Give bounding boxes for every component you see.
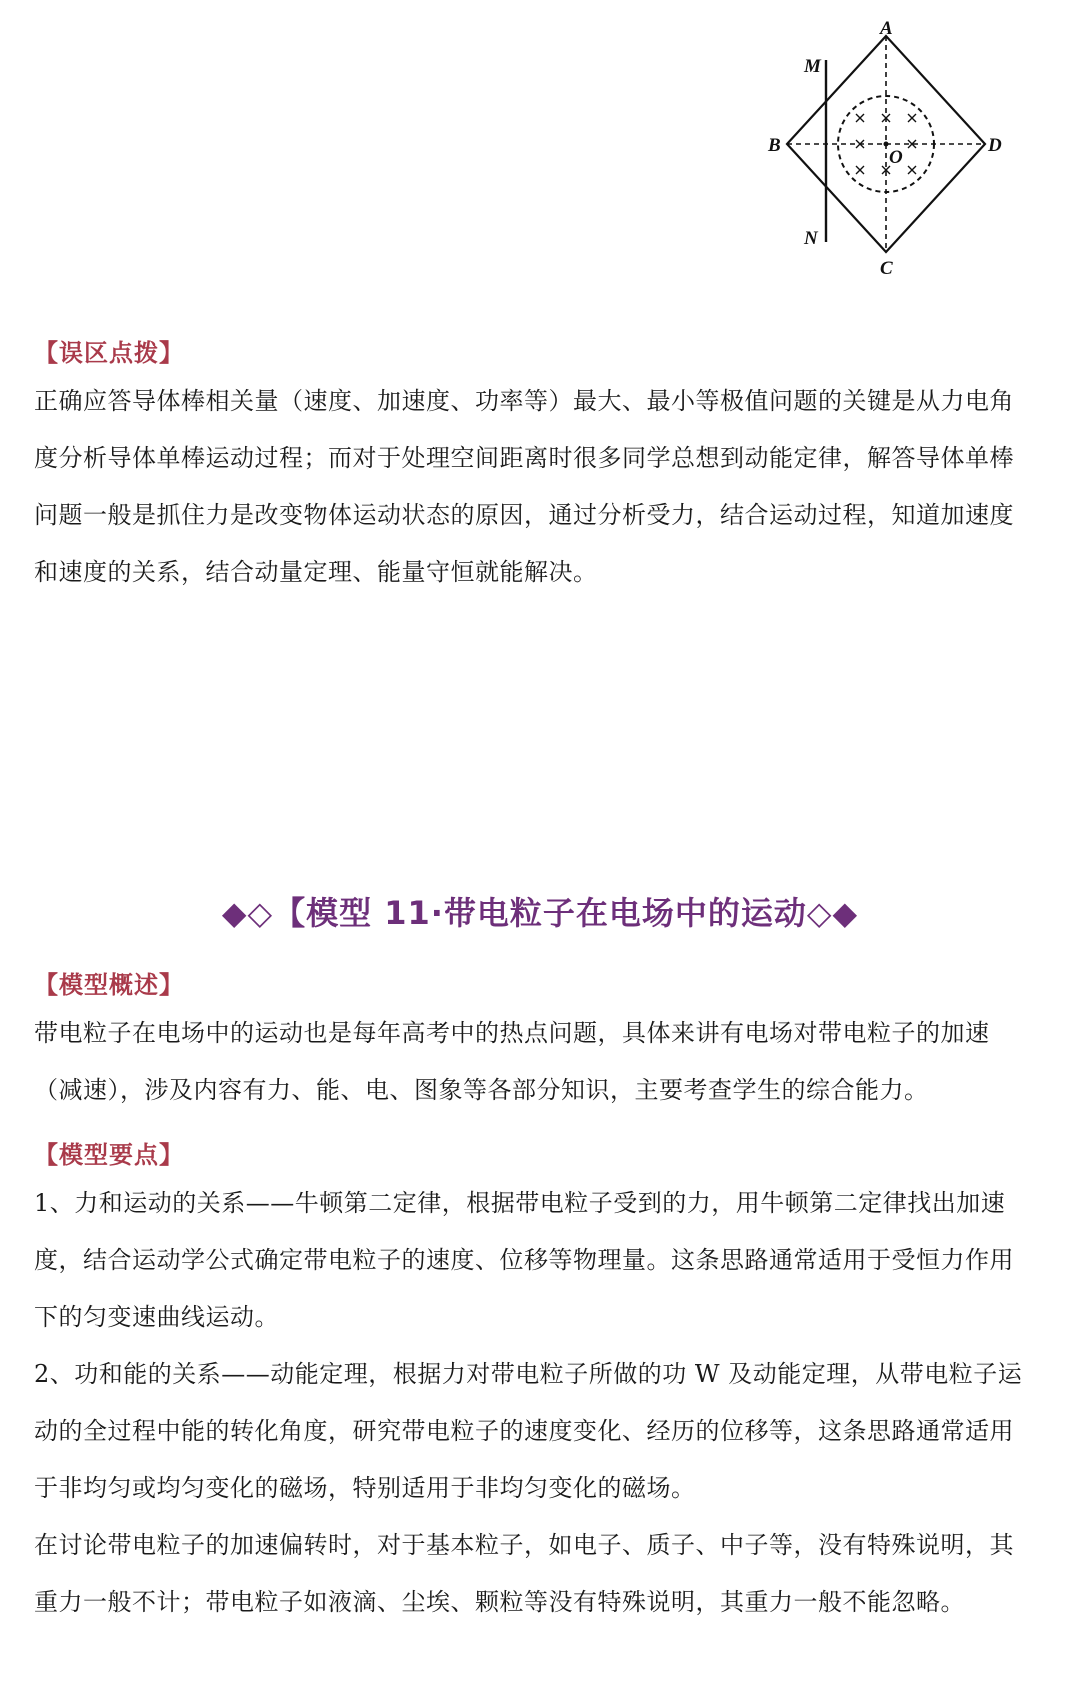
- misconception-paragraph: [34, 373, 1044, 601]
- points-paragraph: [34, 1175, 1044, 1631]
- points-line: 2、功和能的关系——动能定理，根据力对带电粒子所做的功 W 及动能定理，从带电粒子运: [34, 1360, 1023, 1388]
- misconception-line: 正确应答导体棒相关量（速度、加速度、功率等）最大、最小等极值问题的关键是从力电角: [34, 387, 1014, 415]
- label-a: A: [880, 20, 893, 39]
- overview-line: 带电粒子在电场中的运动也是每年高考中的热点问题，具体来讲有电场对带电粒子的加速: [34, 1019, 990, 1047]
- label-o: O: [889, 147, 903, 168]
- points-line: 于非均匀或均匀变化的磁场，特别适用于非均匀变化的磁场。: [34, 1474, 696, 1502]
- points-line: 度，结合运动学公式确定带电粒子的速度、位移等物理量。这条思路通常适用于受恒力作用: [34, 1246, 1014, 1274]
- misconception-heading: 【误区点拨】: [34, 339, 184, 367]
- overview-heading: 【模型概述】: [34, 971, 184, 999]
- misconception-line: 和速度的关系，结合动量定理、能量守恒就能解决。: [34, 558, 598, 586]
- label-d: D: [988, 135, 1002, 156]
- square-circle-field-figure: [748, 20, 1038, 300]
- label-c: C: [880, 258, 893, 279]
- points-line: 1、力和运动的关系——牛顿第二定律，根据带电粒子受到的力，用牛顿第二定律找出加速: [34, 1189, 1006, 1217]
- points-heading: 【模型要点】: [34, 1141, 184, 1169]
- overview-line: （减速），涉及内容有力、能、电、图象等各部分知识，主要考查学生的综合能力。: [34, 1076, 929, 1104]
- points-line: 下的匀变速曲线运动。: [34, 1303, 279, 1331]
- points-line: 动的全过程中能的转化角度，研究带电粒子的速度变化、经历的位移等，这条思路通常适用: [34, 1417, 1014, 1445]
- center-point: [884, 142, 889, 147]
- misconception-line: 度分析导体单棒运动过程；而对于处理空间距离时很多同学总想到动能定律，解答导体单棒: [34, 444, 1014, 472]
- misconception-line: 问题一般是抓住力是改变物体运动状态的原因，通过分析受力，结合运动过程，知道加速度: [34, 501, 1014, 529]
- points-line: 重力一般不计；带电粒子如液滴、尘埃、颗粒等没有特殊说明，其重力一般不能忽略。: [34, 1588, 965, 1616]
- label-m: M: [804, 56, 821, 77]
- label-b: B: [768, 135, 781, 156]
- overview-paragraph: [34, 1005, 1044, 1119]
- model-title: ◆◇【模型 11·带电粒子在电场中的运动◇◆: [221, 894, 859, 932]
- label-n: N: [804, 228, 818, 249]
- points-line: 在讨论带电粒子的加速偏转时，对于基本粒子，如电子、质子、中子等，没有特殊说明，其: [34, 1531, 1014, 1559]
